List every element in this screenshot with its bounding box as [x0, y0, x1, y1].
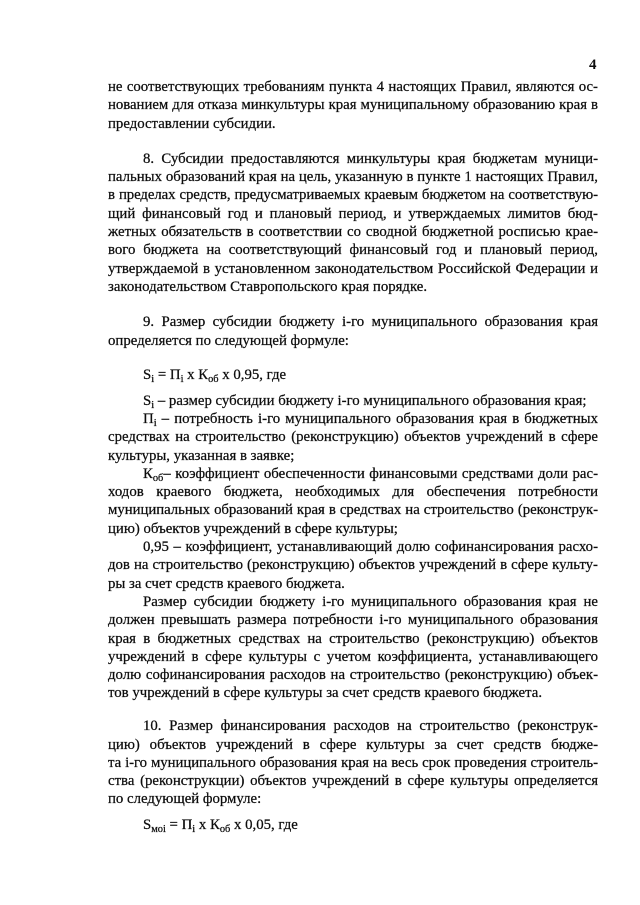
clause-9 — [108, 313, 598, 350]
text-line: долю софинансирования расходов на строительство (реконструкцию) объек- — [108, 667, 598, 684]
text-line: культуры, указанная в заявке; — [108, 447, 295, 464]
text-line: не соответствующих требованиям пункта 4 настоящих Правил, являются ос- — [108, 79, 598, 95]
text-line — [108, 392, 598, 410]
text-line: определяется по следующей формуле: — [108, 332, 349, 349]
subscript: об — [208, 374, 219, 386]
text-line: предоставлении субсидии. — [108, 115, 276, 132]
text-line: ходов краевого бюджета, необходимых для обеспечения потребности — [108, 484, 598, 501]
text-line: тов учреждений в сфере культуры за счет средств краевого бюджета. — [108, 685, 543, 702]
definition-k — [108, 465, 598, 538]
text-line: дов на строительство (реконструкцию) объектов учреждений в сфере культу- — [108, 557, 598, 574]
text-line: 9. Размер субсидии бюджету i-го муниципального образования края — [143, 314, 598, 331]
subscript: i — [151, 374, 155, 386]
text-segment: = П — [154, 367, 181, 384]
subscript: i — [153, 418, 157, 430]
text-line: утверждаемой в установленном законодательством Российской Федерации и — [108, 260, 598, 277]
formula-subsidy — [108, 366, 598, 384]
text-line — [108, 366, 598, 384]
text-line: нованием для отказа минкультуры края муниципальному образованию края в — [108, 97, 598, 114]
clause-10 — [108, 717, 598, 808]
text-line — [108, 465, 598, 483]
paragraph-continuation — [108, 78, 598, 133]
text-line: средствах на строительство (реконструкцию) объектов учреждений в сфере — [108, 429, 598, 446]
text-line: муниципальных образований края в средствах на строительство (реконструк- — [108, 502, 598, 519]
text-line: цию) объектов учреждений в сфере культуры за счет средств бюдже- — [108, 736, 598, 753]
subscript: i — [180, 374, 184, 386]
text-segment: х 0,95, где — [218, 367, 287, 384]
text-line: 0,95 – коэффициент, устанавливающий долю софинансирования расхо- — [143, 539, 598, 556]
text-line: 8. Субсидии предоставляются минкультуры края бюджетам муници- — [143, 150, 598, 167]
body-text — [108, 78, 598, 834]
text-line: щий финансовый год и плановый период, и утверждаемых лимитов бюд- — [108, 205, 598, 222]
text-line: Размер субсидии бюджету i-го муниципального образования края не — [143, 593, 598, 610]
definition-p — [108, 410, 598, 465]
text-line: учреждений в сфере культуры с учетом коэффициента, устанавливающего — [108, 648, 598, 665]
text-segment: S — [143, 817, 152, 834]
subsidy-limit — [108, 593, 598, 703]
text-line: цию) объектов учреждений в сфере культуры; — [108, 520, 398, 537]
text-segment: S — [143, 392, 152, 409]
text-line: края в бюджетных средствах на строительство (реконструкцию) объектов — [108, 630, 598, 647]
text-line — [108, 816, 598, 834]
text-line: ства (реконструкции) объектов учреждений в сфере культуры определяется — [108, 773, 598, 790]
text-line: в пределах средств, предусматриваемых краевым бюджетом на соответствую- — [108, 187, 598, 204]
subscript: i — [192, 824, 196, 836]
clause-8 — [108, 150, 598, 296]
text-line: 10. Размер финансирования расходов на строительство (реконструк- — [143, 718, 598, 735]
text-segment: – размер субсидии бюджету i-го муниципального образования края; — [154, 392, 587, 409]
text-segment: х К — [195, 817, 220, 834]
text-line: законодательством Ставропольского края порядке. — [108, 278, 428, 295]
page-number: 4 — [589, 57, 597, 73]
text-line: ры за счет средств краевого бюджета. — [108, 575, 345, 592]
text-segment: х 0,05, где — [230, 817, 298, 834]
subscript: об — [152, 472, 164, 484]
text-segment: П — [143, 410, 154, 427]
text-line: вого бюджета на соответствующий финансовый год и плановый период, — [108, 242, 598, 259]
text-segment: х К — [183, 367, 209, 384]
text-line: должен превышать размера потребности i-го муниципального образования — [108, 612, 598, 629]
text-segment: К — [143, 465, 153, 482]
text-segment: = П — [165, 817, 193, 834]
text-segment: – коэффициент обеспеченности финансовыми средствами доли рас- — [163, 465, 598, 482]
text-line: жетных обязательств в соответствии со сводной бюджетной росписью крае- — [108, 224, 598, 241]
definition-s — [108, 392, 598, 410]
text-segment: S — [143, 367, 152, 384]
subscript: об — [219, 824, 231, 836]
text-line: пальных образований края на цель, указанную в пункте 1 настоящих Правил, — [108, 169, 598, 186]
text-line — [108, 410, 598, 428]
subscript: i — [151, 399, 155, 411]
formula-municipal-share — [108, 816, 598, 834]
text-segment: – потребность i-го муниципального образования края в бюджетных — [156, 410, 598, 427]
definition-coefficient — [108, 538, 598, 593]
text-line: та i-го муниципального образования края на весь срок проведения строитель- — [108, 754, 598, 771]
subscript: моi — [151, 824, 166, 836]
text-line: по следующей формуле: — [108, 791, 262, 808]
